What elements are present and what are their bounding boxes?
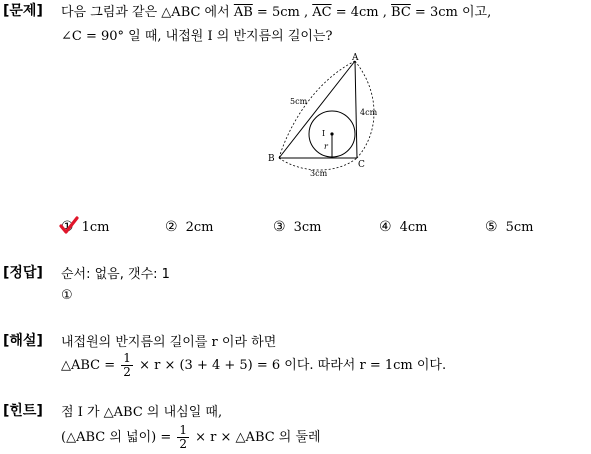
choice-5-number: ⑤ bbox=[485, 219, 498, 235]
answer-label: [정답] bbox=[3, 265, 43, 281]
side-ab-label: 5cm bbox=[290, 97, 308, 106]
hint-line-1: 점 I 가 △ABC 의 내심일 때, bbox=[61, 405, 223, 420]
vertex-a-label: A bbox=[352, 53, 359, 63]
ac-length: = 4cm , bbox=[331, 5, 387, 20]
choice-3-number: ③ bbox=[273, 219, 286, 235]
side-ab bbox=[279, 61, 355, 158]
vertex-c-label: C bbox=[358, 160, 365, 170]
incenter-label: I bbox=[322, 129, 326, 138]
choice-5-text: 5cm bbox=[505, 220, 534, 235]
segment-bc: $\overline{BC}$ bbox=[391, 5, 411, 20]
vertex-b-label: B bbox=[268, 154, 275, 164]
choice-4-number: ④ bbox=[379, 219, 392, 235]
choice-2-text: 2cm bbox=[185, 220, 214, 235]
hint-frac-den: 2 bbox=[179, 437, 188, 451]
ab-length: = 5cm , bbox=[252, 5, 309, 20]
incenter-dot bbox=[330, 132, 333, 135]
segment-ab: $\overline{AB}$ bbox=[233, 5, 253, 20]
problem-text-a: 다음 그림과 같은 △ABC 에서 bbox=[61, 5, 230, 20]
choice-5[interactable] bbox=[485, 219, 533, 235]
hint-fraction bbox=[177, 424, 189, 451]
radius-label: r bbox=[324, 142, 328, 151]
triangle-figure bbox=[262, 52, 392, 182]
choice-4[interactable] bbox=[379, 219, 427, 235]
choice-2[interactable] bbox=[165, 219, 213, 235]
hint-pre: (△ABC 의 넓이) = bbox=[61, 430, 172, 445]
explanation-fraction bbox=[121, 352, 133, 379]
hint-label: [힌트] bbox=[3, 403, 43, 419]
hint-line-2 bbox=[61, 424, 321, 451]
explanation-line-1: 내접원의 반지름의 길이를 r 이라 하면 bbox=[61, 335, 277, 350]
explanation-label: [해설] bbox=[3, 333, 43, 349]
side-ac bbox=[355, 61, 357, 158]
problem-line-1 bbox=[61, 1, 491, 20]
choice-1-text: 1cm bbox=[81, 220, 110, 235]
explanation-post: × r × (3 + 4 + 5) = 6 이다. 따라서 r = 1cm 이다. bbox=[139, 358, 447, 373]
answer-line-1: 순서: 없음, 갯수: 1 bbox=[61, 267, 170, 282]
side-bc-label: 3cm bbox=[310, 169, 328, 178]
choice-3[interactable] bbox=[273, 219, 321, 235]
segment-ac: $\overline{AC}$ bbox=[312, 5, 332, 20]
choice-4-text: 4cm bbox=[399, 220, 428, 235]
problem-label: [문제] bbox=[3, 3, 43, 19]
explanation-line-2 bbox=[61, 352, 446, 379]
choice-1-number: ① bbox=[61, 219, 74, 235]
explanation-frac-num: 1 bbox=[123, 351, 131, 365]
choice-2-number: ② bbox=[165, 219, 178, 235]
bc-length: = 3cm 이고, bbox=[410, 5, 492, 20]
answer-line-2: ① bbox=[61, 288, 73, 303]
explanation-frac-den: 2 bbox=[123, 365, 131, 379]
explanation-pre: △ABC = bbox=[61, 358, 116, 373]
hint-post: × r × △ABC 의 둘레 bbox=[195, 430, 321, 445]
problem-line-2: ∠C = 90° 일 때, 내접원 I 의 반지름의 길이는? bbox=[61, 29, 333, 44]
hint-frac-num: 1 bbox=[179, 423, 188, 437]
side-ac-label: 4cm bbox=[360, 108, 378, 117]
choice-3-text: 3cm bbox=[293, 220, 322, 235]
checkmark-icon bbox=[59, 216, 79, 236]
